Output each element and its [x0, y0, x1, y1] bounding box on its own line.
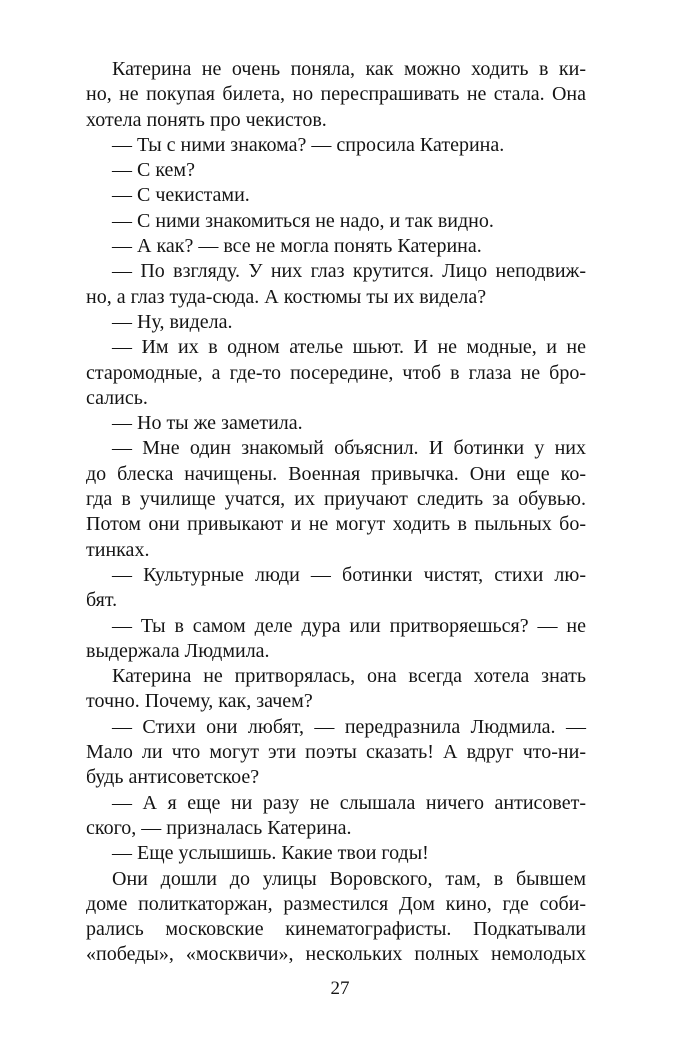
text-line: — Мне один знакомый объяснил. И ботинки у них — [112, 437, 586, 460]
text-line: Катерина не притворялась, она всегда хотела знать — [112, 665, 586, 688]
text-line: выдержала Людмила. — [86, 639, 270, 662]
text-line: Катерина не очень поняла, как можно ходить в ки- — [112, 58, 586, 80]
text-line: — Культурные люди — ботинки чистят, стихи лю- — [112, 563, 586, 586]
text-line: Они дошли до улицы Воровского, там, в бывшем — [112, 867, 586, 890]
text-line: рались московские кинематографисты. Подкатывали — [86, 918, 586, 941]
text-line: — Еще услышишь. Какие твои годы! — [112, 842, 429, 865]
text-line: ского, — призналась Катерина. — [86, 816, 352, 839]
text-line: до блеска начищены. Военная привычка. Они еще ко- — [86, 462, 586, 485]
text-line: но, не покупая билета, но переспрашивать не стала. Она — [86, 83, 586, 106]
page-number: 27 — [330, 978, 350, 999]
text-line: — Ты с ними знакома? — спросила Катерина. — [112, 133, 505, 156]
body-text — [86, 57, 586, 968]
text-line: — Стихи они любят, — передразнила Людмила. — — [112, 715, 586, 738]
text-line: Потом они привыкают и не могут ходить в пыльных бо- — [86, 513, 586, 536]
text-line: — Но ты же заметила. — [112, 412, 303, 435]
text-line: — Им их в одном ателье шьют. И не модные, и не — [112, 336, 586, 359]
text-line: — С ними знакомиться не надо, и так видно. — [112, 209, 494, 232]
text-line: — С кем? — [112, 159, 195, 182]
text-line: сались. — [86, 386, 148, 409]
text-line: — Ну, видела. — [112, 310, 233, 333]
text-line: старомодные, а где-то посередине, чтоб в глаза не бро- — [86, 361, 586, 384]
text-line: тинках. — [86, 538, 150, 561]
text-line: «победы», «москвичи», нескольких полных немолодых — [86, 943, 586, 966]
text-line: хотела понять про чекистов. — [86, 108, 327, 131]
text-line: бят. — [86, 589, 118, 612]
text-line: гда в училище учатся, их приучают следить за обувью. — [86, 488, 586, 511]
text-line: — Ты в самом деле дура или притворяешься? — не — [112, 614, 586, 637]
text-line: Мало ли что могут эти поэты сказать! А вдруг что-ни- — [86, 741, 586, 764]
text-line: — А я еще ни разу не слышала ничего антисовет- — [112, 791, 586, 814]
text-line: точно. Почему, как, зачем? — [86, 690, 313, 713]
text-line: — А как? — все не могла понять Катерина. — [112, 235, 482, 258]
text-line: доме политкаторжан, разместился Дом кино, где соби- — [86, 892, 586, 915]
text-line: — По взгляду. У них глаз крутится. Лицо неподвиж- — [112, 260, 586, 283]
text-line: — С чекистами. — [112, 184, 250, 207]
text-line: будь антисоветское? — [86, 766, 260, 789]
text-line: но, а глаз туда-сюда. А костюмы ты их видела? — [86, 285, 487, 308]
